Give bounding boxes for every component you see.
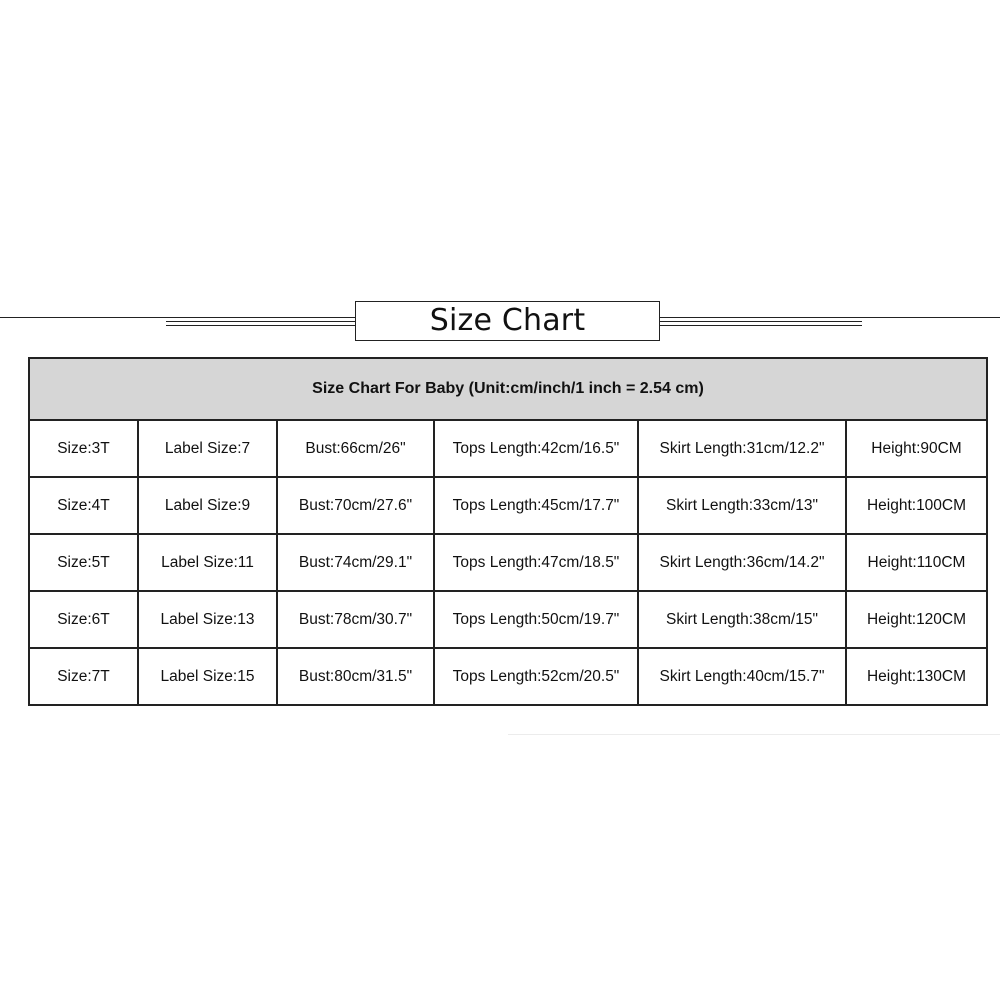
divider-line <box>508 734 1000 735</box>
skirt-length-cell: Skirt Length:33cm/13" <box>638 477 846 534</box>
table-row <box>29 648 987 705</box>
tops-length-cell: Tops Length:50cm/19.7" <box>434 591 638 648</box>
divider-line <box>660 325 862 326</box>
bust-cell: Bust:66cm/26" <box>277 420 434 477</box>
divider-line <box>166 321 356 322</box>
size-cell: Size:6T <box>29 591 138 648</box>
size-cell: Size:4T <box>29 477 138 534</box>
height-cell: Height:130CM <box>846 648 987 705</box>
tops-length-cell: Tops Length:52cm/20.5" <box>434 648 638 705</box>
skirt-length-cell: Skirt Length:31cm/12.2" <box>638 420 846 477</box>
label-size-cell: Label Size:11 <box>138 534 277 591</box>
skirt-length-cell: Skirt Length:38cm/15" <box>638 591 846 648</box>
divider-line <box>166 325 356 326</box>
tops-length-cell: Tops Length:42cm/16.5" <box>434 420 638 477</box>
bust-cell: Bust:80cm/31.5" <box>277 648 434 705</box>
table-row <box>29 534 987 591</box>
table-row <box>29 477 987 534</box>
bust-cell: Bust:78cm/30.7" <box>277 591 434 648</box>
tops-length-cell: Tops Length:45cm/17.7" <box>434 477 638 534</box>
divider-line <box>660 321 862 322</box>
height-cell: Height:110CM <box>846 534 987 591</box>
height-cell: Height:120CM <box>846 591 987 648</box>
bust-cell: Bust:74cm/29.1" <box>277 534 434 591</box>
size-cell: Size:3T <box>29 420 138 477</box>
page-title: Size Chart <box>429 303 586 338</box>
size-cell: Size:5T <box>29 534 138 591</box>
table-row <box>29 591 987 648</box>
label-size-cell: Label Size:15 <box>138 648 277 705</box>
height-cell: Height:90CM <box>846 420 987 477</box>
size-chart-table <box>28 357 988 706</box>
label-size-cell: Label Size:13 <box>138 591 277 648</box>
table-row <box>29 420 987 477</box>
table-header-row <box>29 358 987 420</box>
size-cell: Size:7T <box>29 648 138 705</box>
label-size-cell: Label Size:7 <box>138 420 277 477</box>
skirt-length-cell: Skirt Length:40cm/15.7" <box>638 648 846 705</box>
bust-cell: Bust:70cm/27.6" <box>277 477 434 534</box>
skirt-length-cell: Skirt Length:36cm/14.2" <box>638 534 846 591</box>
title-banner <box>355 301 660 341</box>
table-header: Size Chart For Baby (Unit:cm/inch/1 inch = 2.54 cm) <box>29 358 987 420</box>
label-size-cell: Label Size:9 <box>138 477 277 534</box>
height-cell: Height:100CM <box>846 477 987 534</box>
tops-length-cell: Tops Length:47cm/18.5" <box>434 534 638 591</box>
